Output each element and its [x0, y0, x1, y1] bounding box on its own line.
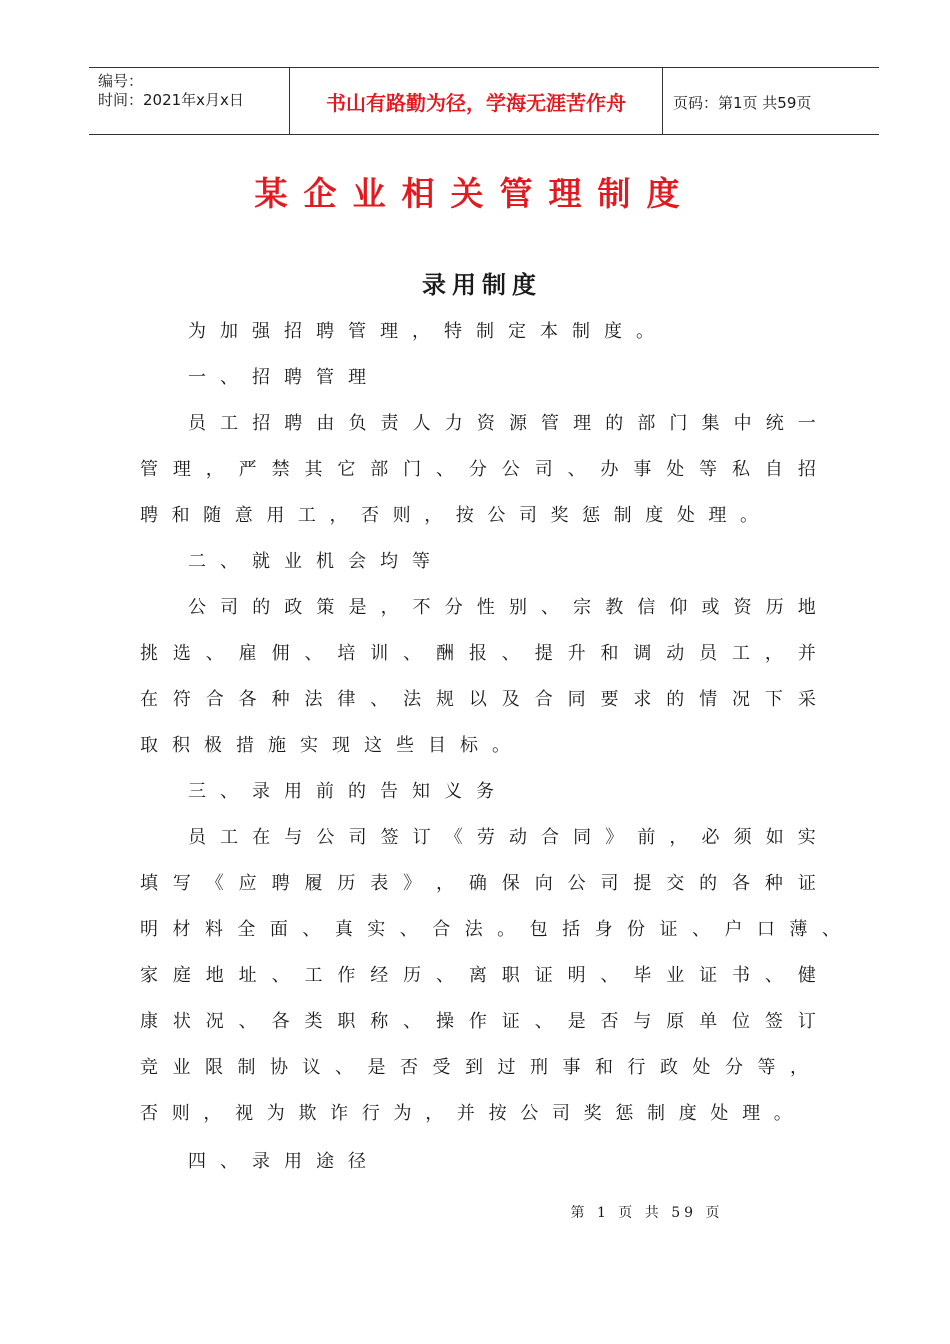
body-line: 否 则 ， 视 为 欺 诈 行 为 ， 并 按 公 司 奖 惩 制 度 处 理 。: [140, 1103, 792, 1124]
body-line: 员 工 在 与 公 司 签 订 《 劳 动 合 同 》 前 ， 必 须 如 实: [188, 827, 816, 848]
body-line: 管 理 ， 严 禁 其 它 部 门 、 分 公 司 、 办 事 处 等 私 自 招: [140, 459, 816, 480]
body-line: 员 工 招 聘 由 负 责 人 力 资 源 管 理 的 部 门 集 中 统 一: [188, 413, 816, 434]
document-title: 某企业相关管理制度: [254, 174, 696, 213]
header-table: [89, 67, 879, 135]
header-page-info: 页码：第1页 共59页: [673, 94, 812, 112]
body-line: 挑 选 、 雇 佣 、 培 训 、 酬 报 、 提 升 和 调 动 员 工 ， 并: [140, 643, 816, 664]
header-motto: 书山有路勤为径，学海无涯苦作舟: [326, 91, 626, 115]
number-label: 编号：: [98, 72, 144, 90]
header-right-cell: [663, 68, 879, 134]
body-line: 公 司 的 政 策 是 ， 不 分 性 别 、 宗 教 信 仰 或 资 历 地: [188, 597, 816, 618]
heading-recruitment: 一、招聘管理: [188, 367, 380, 388]
body-line: 在 符 合 各 种 法 律 、 法 规 以 及 合 同 要 求 的 情 况 下 采: [140, 689, 816, 710]
header-middle-cell: [290, 68, 663, 134]
body-line: 康 状 况 、 各 类 职 称 、 操 作 证 、 是 否 与 原 单 位 签 订: [140, 1011, 816, 1032]
heading-recruitment-channels: 四、录用途径: [188, 1151, 380, 1172]
page-footer: 第 1 页 共 59 页: [570, 1205, 724, 1221]
body-line: 明 材 料 全 面 、 真 实 、 合 法 。 包 括 身 份 证 、 户 口 薄 、: [140, 919, 840, 940]
body-line: 聘 和 随 意 用 工 ， 否 则 ， 按 公 司 奖 惩 制 度 处 理 。: [140, 505, 758, 526]
body-line: 家 庭 地 址 、 工 作 经 历 、 离 职 证 明 、 毕 业 证 书 、 健: [140, 965, 816, 986]
body-line: 填 写 《 应 聘 履 历 表 》 ， 确 保 向 公 司 提 交 的 各 种 证: [140, 873, 816, 894]
section-title: 录用制度: [422, 271, 542, 299]
body-line: 竞 业 限 制 协 议 、 是 否 受 到 过 刑 事 和 行 政 处 分 等 ，: [140, 1057, 808, 1078]
date-line: 时间：2021年x月x日: [98, 91, 244, 109]
body-line: 为加强招聘管理，特制定本制度。: [188, 321, 668, 342]
header-left-cell: [89, 68, 290, 134]
body-line: 取积极措施实现这些目标。: [140, 735, 524, 756]
heading-notification-duty: 三、录用前的告知义务: [188, 781, 508, 802]
heading-equal-opportunity: 二、就业机会均等: [188, 551, 444, 572]
